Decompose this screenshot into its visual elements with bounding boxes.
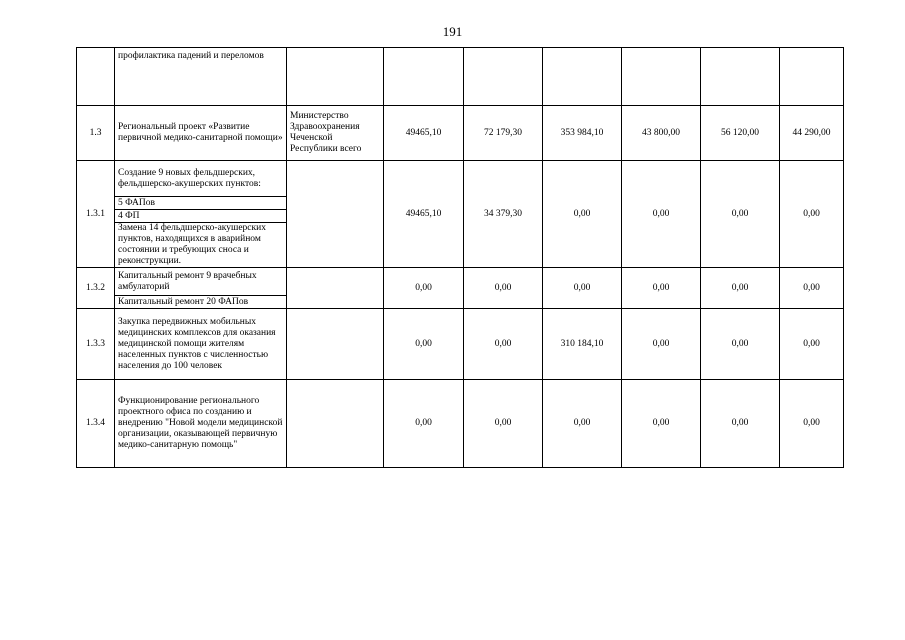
value-cell: 0,00 [622,268,701,309]
table-row-continuation [77,48,844,106]
value-cell [384,48,464,106]
value-cell: 0,00 [543,161,622,268]
row-name-part: Замена 14 фельдшерско-акушерских пунктов, находящихся в аварийном состоянии и требующих сноса и реконструкции. [115,223,287,268]
value-cell: 49465,10 [384,161,464,268]
row-number: 1.3.2 [77,268,115,309]
value-cell: 72 179,30 [464,106,543,161]
value-cell: 0,00 [384,309,464,380]
value-cell: 0,00 [543,380,622,468]
budget-table [76,47,844,468]
value-cell: 353 984,10 [543,106,622,161]
value-cell [701,48,780,106]
row-number: 1.3.4 [77,380,115,468]
row-name: Закупка передвижных мобильных медицинских комплексов для оказания медицинской помощи жителям населенных пунктов с численностью населения до 100 человек [115,309,287,380]
value-cell: 0,00 [464,309,543,380]
value-cell: 0,00 [384,268,464,309]
value-cell: 0,00 [622,161,701,268]
row-number: 1.3.1 [77,161,115,268]
row-name-part: 5 ФАПов [115,197,287,210]
value-cell: 0,00 [464,380,543,468]
value-cell: 0,00 [622,309,701,380]
row-name-part: 4 ФП [115,210,287,223]
value-cell: 56 120,00 [701,106,780,161]
value-cell: 0,00 [701,380,780,468]
row-number [77,48,115,106]
row-responsible-empty [287,268,384,309]
row-responsible [287,48,384,106]
row-responsible-empty [287,309,384,380]
value-cell: 0,00 [622,380,701,468]
value-cell: 0,00 [543,268,622,309]
row-responsible: Министерство Здравоохранения Чеченской Республики всего [287,106,384,161]
value-cell [543,48,622,106]
row-name-part: Капитальный ремонт 20 ФАПов [115,296,287,309]
table-row-1-3 [77,106,844,161]
value-cell: 0,00 [780,380,844,468]
value-cell [622,48,701,106]
row-name: профилактика падений и переломов [115,48,287,106]
table-row-1-3-4 [77,380,844,468]
value-cell: 0,00 [780,161,844,268]
row-responsible-empty [287,161,384,268]
row-responsible-empty [287,380,384,468]
value-cell: 0,00 [464,268,543,309]
row-number: 1.3 [77,106,115,161]
row-name-part: Капитальный ремонт 9 врачебных амбулаторий [115,268,287,296]
table-row-1-3-3 [77,309,844,380]
value-cell: 0,00 [701,309,780,380]
table-row-1-3-2 [77,268,844,296]
value-cell: 44 290,00 [780,106,844,161]
page-number: 191 [442,24,463,39]
row-name: Функционирование регионального проектного офиса по созданию и внедрению "Новой модели медицинской организации, оказывающей первичную медико-санитарную помощь" [115,380,287,468]
value-cell: 0,00 [780,268,844,309]
value-cell: 0,00 [701,161,780,268]
value-cell: 310 184,10 [543,309,622,380]
value-cell: 0,00 [780,309,844,380]
row-name: Региональный проект «Развитие первичной медико-санитарной помощи» [115,106,287,161]
value-cell: 49465,10 [384,106,464,161]
table-row-1-3-1 [77,161,844,197]
value-cell [780,48,844,106]
value-cell [464,48,543,106]
row-number: 1.3.3 [77,309,115,380]
row-name-part: Создание 9 новых фельдшерских, фельдшерско-акушерских пунктов: [115,161,287,197]
value-cell: 0,00 [384,380,464,468]
value-cell: 0,00 [701,268,780,309]
value-cell: 43 800,00 [622,106,701,161]
value-cell: 34 379,30 [464,161,543,268]
